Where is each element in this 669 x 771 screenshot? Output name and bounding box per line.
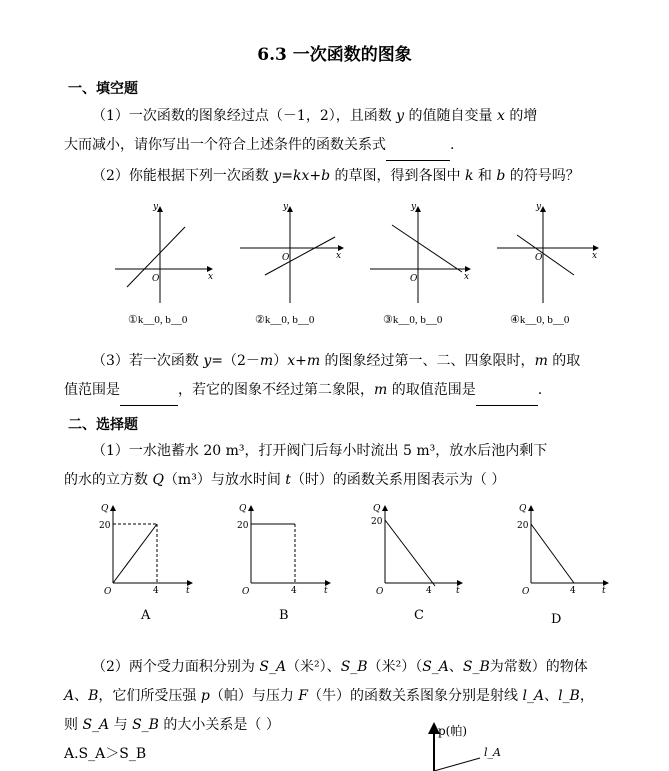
sketch-3 [370, 202, 470, 303]
question-2: （2）你能根据下列一次函数 y=kx+b 的草图，得到各图中 k 和 b 的符号吗？ [92, 168, 580, 184]
choice-2-option-a[interactable]: A.S_A＞S_B [64, 746, 147, 762]
x-label: x [336, 251, 342, 261]
t-axis-label: t [456, 586, 460, 596]
graph-c [371, 504, 462, 597]
sketch-2 [240, 202, 343, 303]
graph-d [517, 504, 608, 597]
option-b-label[interactable]: B [279, 608, 289, 623]
answer-blank[interactable] [386, 131, 450, 161]
t-tick-4: 4 [570, 586, 576, 596]
graph-a [99, 504, 192, 597]
question-1: （1）一次函数的图象经过点（－1，2），且函数 y 的值随自变量 x 的增 大而减小，请你写出一个符合上述条件的函数关系式 . [64, 102, 624, 161]
x-label: x [464, 272, 470, 282]
origin-label: O [522, 587, 530, 597]
line-sketches [0, 195, 669, 315]
graph-b [237, 504, 330, 597]
origin-label: O [376, 587, 384, 597]
option-c-label[interactable]: C [414, 608, 424, 623]
choice-question-1: （1）一水池蓄水 20 m³，打开阀门后每小时流出 5 m³，放水后池内剩下 的水的立方数 Q（m³）与放水时间 t（时）的函数关系用图表示为（ ） [64, 443, 548, 488]
t-tick-4: 4 [153, 586, 159, 596]
q-tick-20: 20 [371, 517, 383, 527]
answer-blank[interactable] [476, 376, 538, 406]
x-label: x [592, 251, 598, 261]
t-axis-label: t [324, 586, 328, 596]
origin-label: O [152, 274, 160, 284]
t-tick-4: 4 [426, 586, 432, 596]
origin-label: O [535, 253, 543, 263]
origin-label: O [282, 253, 290, 263]
q-axis-label: Q [519, 504, 527, 514]
choice-question-2: （2）两个受力面积分别为 S_A（米²）、S_B（米²）（S_A、S_B为常数）的物体 A、B，它们所受压强 p（帕）与压力 F（牛）的函数关系图象分别是射线 l_A、l_B， 则 S_A 与 S_B 的大小关系是（ ） A.S_A＞S_B [64, 653, 624, 769]
q-tick-20: 20 [99, 521, 111, 531]
q-tick-20: 20 [237, 521, 249, 531]
line-la-label: l_A [484, 746, 501, 759]
page-title: 6.3 一次函数的图象 [257, 45, 412, 65]
question-3: （3）若一次函数 y=（2－m）x+m 的图象经过第一、二、四象限时，m 的取 值范围是 ，若它的图象不经过第二象限，m 的取值范围是 . [64, 347, 624, 406]
x-label: x [208, 272, 214, 282]
origin-label: O [242, 587, 250, 597]
origin-label: O [410, 274, 418, 284]
option-graphs [0, 500, 669, 600]
t-axis-label: t [602, 586, 606, 596]
y-label: y [411, 202, 417, 212]
origin-label: O [104, 587, 112, 597]
sketch-4 [497, 202, 598, 303]
sketch-2-caption: ②k__0, b__0 [255, 314, 315, 326]
section-fill-blank-heading: 一、填空题 [68, 81, 138, 97]
answer-blank[interactable] [120, 376, 178, 406]
t-axis-label: t [186, 586, 190, 596]
sketch-1 [115, 202, 213, 303]
sketch-4-caption: ④k__0, b__0 [510, 314, 570, 326]
y-label: y [153, 202, 159, 212]
y-label: y [536, 202, 542, 212]
q-axis-label: Q [373, 504, 381, 514]
option-a-label[interactable]: A [141, 608, 151, 623]
q-axis-label: Q [239, 504, 247, 514]
sketch-3-caption: ③k__0, b__0 [383, 314, 443, 326]
section-choice-heading: 二、选择题 [68, 417, 138, 433]
option-d-label[interactable]: D [551, 612, 562, 627]
pressure-graph [420, 720, 540, 771]
t-tick-4: 4 [291, 586, 297, 596]
q-axis-label: Q [101, 504, 109, 514]
y-label: y [283, 202, 289, 212]
sketch-1-caption: ①k__0, b__0 [128, 314, 188, 326]
p-axis-label: p(帕) [438, 724, 468, 738]
q-tick-20: 20 [517, 521, 529, 531]
